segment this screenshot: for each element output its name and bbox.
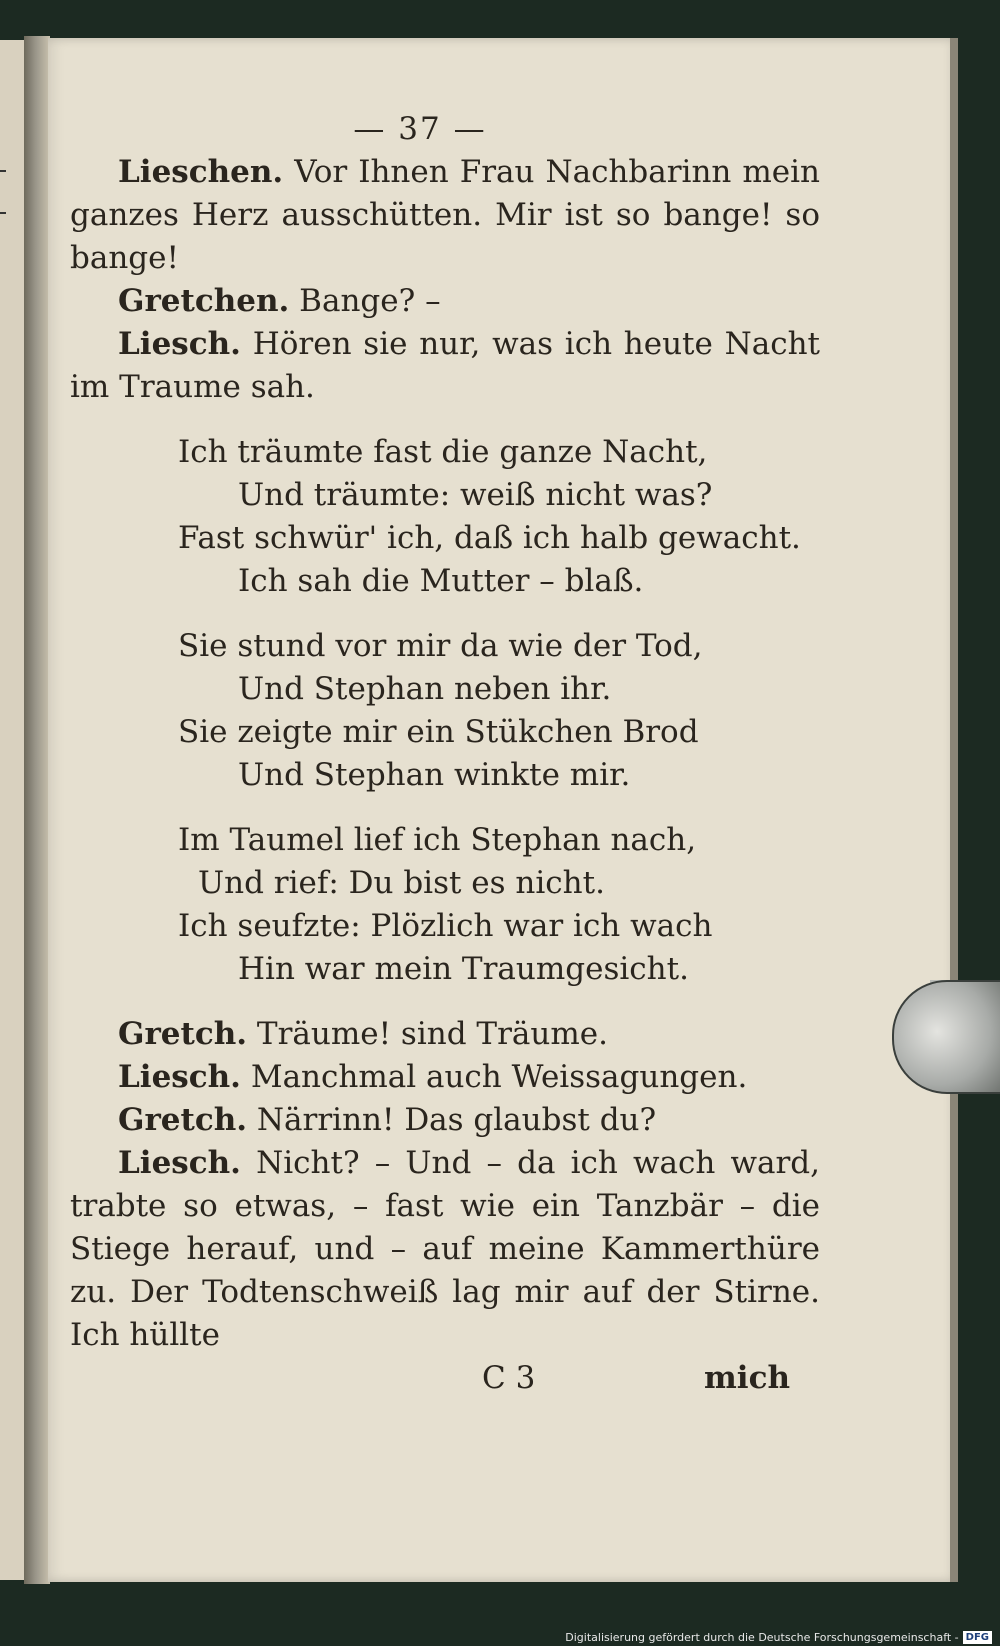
- dfg-logo: DFG: [963, 1631, 992, 1644]
- verse-line: Fast schwür' ich, daß ich halb gewacht.: [178, 520, 801, 556]
- page-footer: [70, 1357, 790, 1400]
- speaker-name: Gretch.: [118, 1016, 248, 1052]
- book-page: [48, 38, 958, 1582]
- dialogue-paragraph: [70, 1013, 820, 1056]
- verse-line: Sie stund vor mir da wie der Tod,: [178, 628, 703, 664]
- speaker-name: Lieschen.: [118, 154, 284, 190]
- verse-line: Und Stephan winkte mir.: [238, 757, 631, 793]
- dialogue-text: Vor Ihnen Frau Nachbarinn mein ganzes Herz ausschütten. Mir ist so bange! so bange!: [70, 154, 820, 276]
- dialogue-text: Träume! sind Träume.: [247, 1016, 608, 1052]
- poem-stanza: [70, 819, 820, 991]
- speaker-name: Gretch.: [118, 1102, 248, 1138]
- facing-page-mark: [0, 212, 6, 214]
- facing-page-mark: [0, 170, 6, 172]
- verse-line: Sie zeigte mir ein Stükchen Brod: [178, 714, 699, 750]
- dialogue-paragraph: [70, 1056, 820, 1099]
- verse-line: Ich sah die Mutter – blaß.: [238, 563, 644, 599]
- credit-text: Digitalisierung gefördert durch die Deutsche Forschungsgemeinschaft -: [565, 1631, 959, 1644]
- digitization-credit: [565, 1631, 992, 1644]
- dialogue-paragraph: [70, 323, 820, 409]
- dialogue-text: Bange? –: [289, 283, 441, 319]
- verse-line: Hin war mein Traumgesicht.: [238, 951, 689, 987]
- page-text: [70, 108, 820, 1400]
- verse-line: Und Stephan neben ihr.: [238, 671, 612, 707]
- verse-line: Ich seufzte: Plözlich war ich wach: [178, 908, 713, 944]
- poem-stanza: [70, 625, 820, 797]
- speaker-name: Liesch.: [118, 1145, 241, 1181]
- dialogue-text: Hören sie nur, was ich heute Nacht im Traume sah.: [70, 326, 820, 405]
- page-number-header: — 37 —: [353, 111, 487, 147]
- speaker-name: Liesch.: [118, 326, 241, 362]
- verse-line: Im Taumel lief ich Stephan nach,: [178, 822, 697, 858]
- speaker-name: Liesch.: [118, 1059, 241, 1095]
- dialogue-paragraph: [70, 1099, 820, 1142]
- dialogue-text: Manchmal auch Weissagungen.: [240, 1059, 748, 1095]
- dialogue-paragraph: [70, 280, 820, 323]
- signature-mark: C 3: [482, 1360, 536, 1396]
- dialogue-paragraph: [70, 1142, 820, 1357]
- page-clip: [892, 980, 1000, 1094]
- verse-line: Und rief: Du bist es nicht.: [198, 865, 605, 901]
- dialogue-paragraph: [70, 151, 820, 280]
- speaker-name: Gretchen.: [118, 283, 290, 319]
- dialogue-text: Nicht? – Und – da ich wach ward, trabte so etwas, – fast wie ein Tanzbär – die Stiege herauf, und – auf meine Kammerthüre zu. Der Todtenschweiß lag mir auf der Stirne. Ich hüllte: [70, 1145, 820, 1353]
- catchword: mich: [704, 1360, 790, 1396]
- verse-line: Ich träumte fast die ganze Nacht,: [178, 434, 708, 470]
- book-gutter: [24, 36, 50, 1584]
- dialogue-text: Närrinn! Das glaubst du?: [247, 1102, 657, 1138]
- poem-stanza: [70, 431, 820, 603]
- verse-line: Und träumte: weiß nicht was?: [238, 477, 713, 513]
- dialogue-block: [70, 1013, 820, 1357]
